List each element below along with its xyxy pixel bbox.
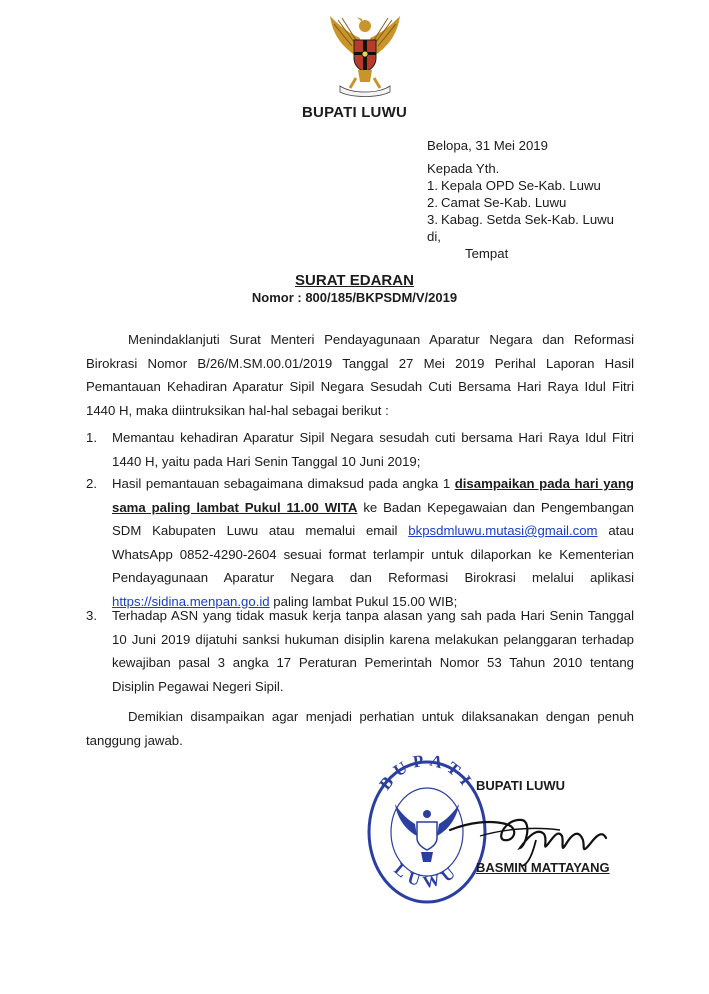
list-item: 1. Memantau kehadiran Aparatur Sipil Negara sesudah cuti bersama Hari Raya Idul Fitri 1440 H, yaitu pada Hari Senin Tanggal 10 Juni 2019;: [86, 430, 634, 469]
email-link[interactable]: bkpsdmluwu.mutasi@gmail.com: [408, 523, 598, 538]
issuer-title: BUPATI LUWU: [302, 104, 407, 121]
signatory-name: BASMIN MATTAYANG: [476, 860, 610, 875]
addressee-tempat: Tempat: [465, 246, 509, 261]
list-item: 3. Terhadap ASN yang tidak masuk kerja tanpa alasan yang sah pada Hari Senin Tanggal 10 Juni 2019 dijatuhi sanksi hukuman disiplin karena melakukan pelanggaran terhadap kewajiban pasal 3 angka 17 Peraturan Pemerintah Nomor 53 Tahun 2010 tentang Disiplin Pegawai Negeri Sipil.: [86, 608, 634, 694]
addressee-list: [427, 177, 614, 228]
letter-title: SURAT EDARAN: [295, 272, 414, 289]
addressee-greeting: Kepada Yth.: [427, 161, 500, 176]
intro-paragraph: Menindaklanjuti Surat Menteri Pendayagunaan Aparatur Negara dan Reformasi Birokrasi Nomor B/26/M.SM.00.01/2019 Tanggal 27 Mei 2019 Perihal Laporan Hasil Pemantauan Kehadiran Aparatur Sipil Negara Sesudah Cuti Bersama Hari Raya Idul Fitri 1440 H, maka diintruksikan hal-hal sebagai berikut :: [86, 332, 634, 418]
addressee-di: di,: [427, 229, 441, 244]
deadline-emphasis: disampaikan pada hari yang sama paling lambat Pukul 11.00 WITA: [112, 476, 634, 515]
stamp-bottom-text: LUWU: [390, 859, 464, 893]
signatory-title: BUPATI LUWU: [476, 778, 566, 793]
addressee-item: 3. Kabag. Setda Sek-Kab. Luwu: [427, 212, 615, 227]
closing-paragraph: Demikian disampaikan agar menjadi perhatian untuk dilaksanakan dengan penuh tanggung jawab.: [86, 709, 634, 748]
sidina-link[interactable]: https://sidina.menpan.go.id: [112, 593, 270, 609]
addressee-block: [427, 160, 614, 262]
stamp-top-text: BUPATI: [375, 754, 479, 794]
place-date: Belopa, 31 Mei 2019: [427, 138, 548, 153]
addressee-item: 2. Camat Se-Kab. Luwu: [427, 195, 567, 210]
addressee-item: 1. Kepala OPD Se-Kab. Luwu: [427, 178, 601, 193]
list-item: 2. Hasil pemantauan sebagaimana dimaksud pada angka 1 disampaikan pada hari yang sama paling lambat Pukul 11.00 WITA ke Badan Kepegawaian dan Pengembangan SDM Kabupaten Luwu atau memalui email bkpsdmluwu.mutasi@gmail.com atau WhatsApp 0852-4290-2604 sesuai format terlampir untuk dilaporkan ke Kementerian Pendayagunaan Aparatur Negara dan Reformasi Birokrasi melalui aplikasi https://sidina.menpan.go.id paling lambat Pukul 15.00 WIB;: [86, 476, 634, 609]
letter-number: Nomor : 800/185/BKPSDM/V/2019: [251, 290, 458, 305]
garuda-emblem-icon: [326, 14, 404, 98]
